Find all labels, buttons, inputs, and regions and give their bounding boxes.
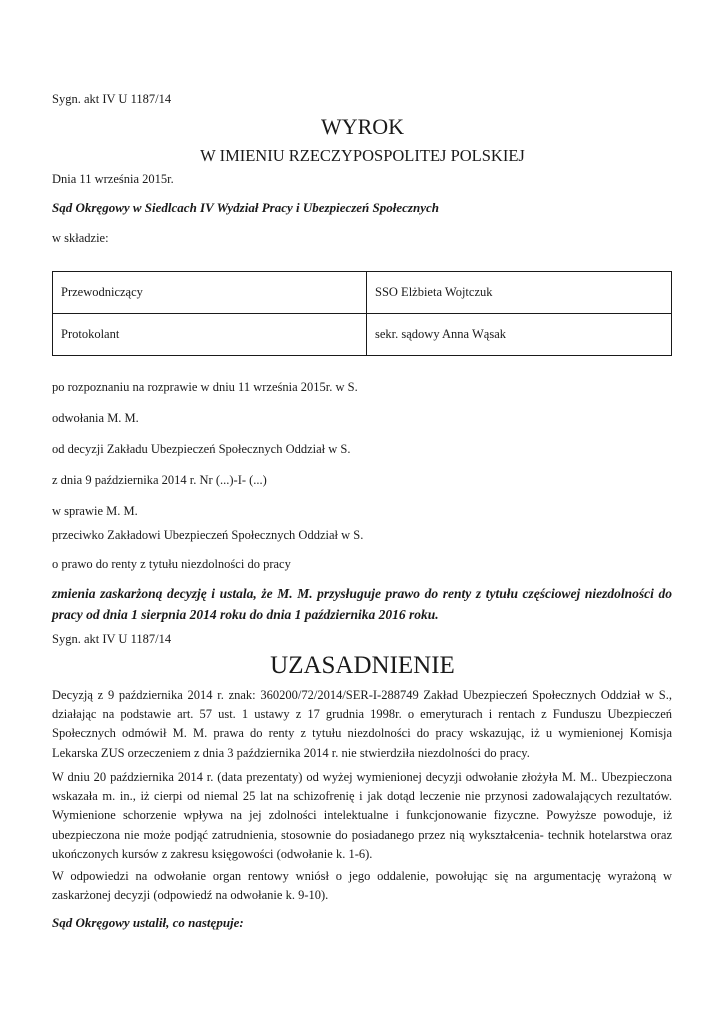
composition-label: w składzie: — [52, 231, 109, 245]
judgment-title: WYROK — [320, 114, 405, 139]
case-line: w sprawie M. M. — [52, 504, 138, 518]
court-name: Sąd Okręgowy w Siedlcach IV Wydział Pracy i Ubezpieczeń Społecznych — [52, 200, 439, 215]
justification-title: UZASADNIENIE — [270, 652, 455, 679]
justification-paragraph: W dniu 20 października 2014 r. (data prezentaty) od wyżej wymienionej decyzji odwołanie złożyła M. M.. Ubezpieczona wskazała m. in., iż cierpi od niemal 25 lat na schizofrenię i jak dotąd leczenie nie przynosi zadowalających rezultatów. Wymienione schorzenie wpływa na jej zdolności intelektualne i funkcjonowanie fizyczne. Powyższe powoduje, iż ubezpieczona nie może podjąć zatrudnienia, stosownie do posiadanego przez nią wykształcenia- technik hotelarstwa oraz ukończonych kursów z zakresu księgowości (odwołanie k. 1-6). — [52, 770, 672, 861]
composition-role: Przewodniczący — [53, 272, 367, 314]
justification-paragraph: Decyzją z 9 października 2014 r. znak: 360200/72/2014/SER-I-288749 Zakład Ubezpieczeń Społecznych Oddział w S., działając na podstawie art. 57 ust. 1 ustawy z 17 grudnia 1998r. o emeryturach i rentach z Funduszu Ubezpieczeń Społecznych odmówił M. M. prawa do renty z tytułu niezdolności do pracy wskazując, iż u wymienionej Komisja Lekarska ZUS orzeczeniem z dnia 3 października 2014 r. nie stwierdziła niezdolności do pracy. — [52, 688, 672, 760]
case-line: od decyzji Zakładu Ubezpieczeń Społecznych Oddział w S. — [52, 442, 351, 456]
court-composition-table — [52, 271, 672, 356]
judgment-date: Dnia 11 września 2015r. — [52, 172, 174, 186]
composition-role: Protokolant — [53, 314, 367, 356]
justification-paragraph: W odpowiedzi na odwołanie organ rentowy wniósł o jego oddalenie, powołując się na argumentację wyrażoną w zaskarżonej decyzji (odpowiedź na odwołanie k. 9-10). — [52, 869, 672, 903]
case-line: o prawo do renty z tytułu niezdolności do pracy — [52, 557, 291, 571]
table-row — [53, 272, 672, 314]
case-line: po rozpoznaniu na rozprawie w dniu 11 września 2015r. w S. — [52, 380, 358, 394]
judgment-subtitle: W IMIENIU RZECZYPOSPOLITEJ POLSKIEJ — [200, 146, 525, 165]
case-line: odwołania M. M. — [52, 411, 139, 425]
ruling-text: zmienia zaskarżoną decyzję i ustala, że M. M. przysługuje prawo do renty z tytułu częściowej niezdolności do pracy od dnia 1 sierpnia 2014 roku do dnia 1 października 2016 roku. — [52, 586, 672, 622]
case-line: z dnia 9 października 2014 r. Nr (...)-I- (...) — [52, 473, 267, 487]
case-number-top: Sygn. akt IV U 1187/14 — [52, 92, 172, 106]
case-number-bottom: Sygn. akt IV U 1187/14 — [52, 632, 172, 646]
composition-person: sekr. sądowy Anna Wąsak — [367, 314, 672, 356]
composition-person: SSO Elżbieta Wojtczuk — [367, 272, 672, 314]
findings-heading: Sąd Okręgowy ustalił, co następuje: — [52, 915, 244, 930]
case-line: przeciwko Zakładowi Ubezpieczeń Społecznych Oddział w S. — [52, 528, 364, 542]
table-row — [53, 314, 672, 356]
